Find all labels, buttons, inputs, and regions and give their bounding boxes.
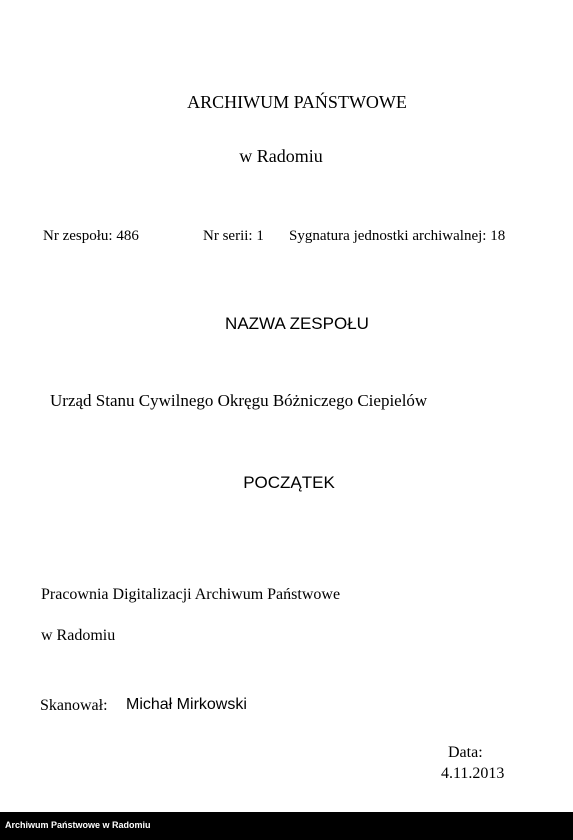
archive-title: ARCHIWUM PAŃSTWOWE <box>187 92 407 112</box>
section-heading: POCZĄTEK <box>243 473 335 492</box>
archive-city: w Radomiu <box>239 146 323 166</box>
date-label: Data: <box>448 744 483 761</box>
footer-text: Archiwum Państwowe w Radomiu <box>5 820 151 830</box>
lab-name: Pracownia Digitalizacji Archiwum Państwowe <box>41 586 341 603</box>
fonds-name: Urząd Stanu Cywilnego Okręgu Bóżniczego Ciepielów <box>50 391 428 410</box>
scan-operator-name: Michał Mirkowski <box>126 696 247 713</box>
footer-bar <box>0 812 573 840</box>
date-value: 4.11.2013 <box>441 765 505 782</box>
lab-city: w Radomiu <box>41 627 116 644</box>
unit-signature: Sygnatura jednostki archiwalnej: 18 <box>289 228 506 244</box>
series-number: Nr serii: 1 <box>203 228 264 244</box>
scanned-by-label: Skanował: <box>40 697 108 714</box>
fonds-heading: NAZWA ZESPOŁU <box>225 314 369 333</box>
fonds-number: Nr zespołu: 486 <box>43 228 139 244</box>
